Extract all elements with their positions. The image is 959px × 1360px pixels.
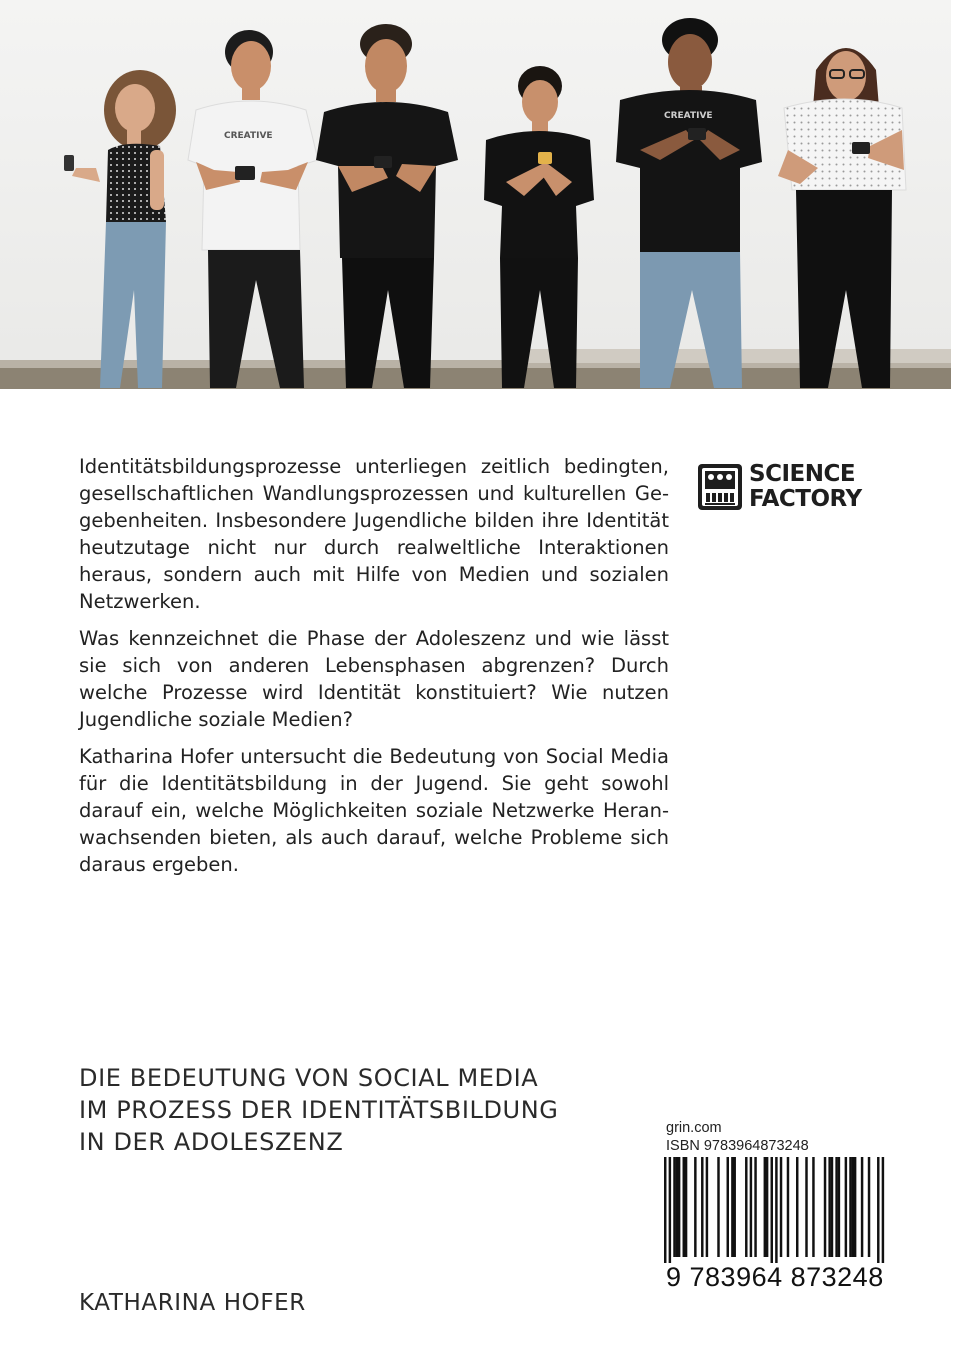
barcode-digits: 9 783964 873248	[666, 1262, 884, 1292]
barcode-bar	[764, 1157, 766, 1257]
isbn-barcode	[664, 1157, 894, 1263]
barcode-bar	[754, 1157, 756, 1257]
author-name: KATHARINA HOFER	[79, 1290, 306, 1316]
title-line-2: IM PROZESS DER IDENTITÄTSBILDUNG	[79, 1096, 559, 1124]
barcode-bar	[669, 1157, 671, 1263]
barcode-bar	[780, 1157, 782, 1257]
shirt-print-2: CREATIVE	[224, 131, 273, 141]
barcode-bar	[694, 1157, 696, 1257]
barcode-bar	[812, 1157, 814, 1257]
logo-line-2: FACTORY	[749, 486, 862, 512]
cover-photo-illustration	[0, 0, 951, 389]
barcode-bar	[796, 1157, 798, 1257]
science-factory-logo-icon	[697, 463, 743, 511]
publisher-website: grin.com	[666, 1120, 722, 1136]
book-title	[79, 1062, 558, 1158]
shirt-print-5: CREATIVE	[664, 111, 713, 121]
logo-line-1: SCIENCE	[749, 461, 856, 487]
barcode-bar	[706, 1157, 708, 1257]
barcode-bar	[845, 1157, 847, 1257]
barcode-bar	[828, 1157, 830, 1257]
title-line-3: IN DER ADOLESZENZ	[79, 1128, 344, 1156]
barcode-bar	[835, 1157, 837, 1257]
barcode-bar	[868, 1157, 870, 1257]
barcode-bar	[733, 1157, 735, 1257]
barcode-bar	[766, 1157, 768, 1257]
barcode-bar	[717, 1157, 719, 1257]
barcode-meta	[666, 1119, 809, 1155]
title-line-1: DIE BEDEUTUNG VON SOCIAL MEDIA	[79, 1064, 539, 1092]
isbn-label: ISBN 9783964873248	[666, 1138, 809, 1154]
barcode-bar	[727, 1157, 729, 1257]
barcode-bar	[854, 1157, 856, 1257]
barcode-bar	[678, 1157, 680, 1257]
barcode-bar	[664, 1157, 666, 1263]
barcode-bar	[877, 1157, 879, 1263]
barcode-bar	[787, 1157, 789, 1257]
barcode-bar	[861, 1157, 863, 1257]
barcode-bar	[731, 1157, 733, 1257]
barcode-bar	[849, 1157, 851, 1257]
barcode-bar	[673, 1157, 675, 1257]
publisher-logo	[697, 462, 867, 514]
barcode-bar	[771, 1157, 773, 1263]
barcode-bar	[676, 1157, 678, 1257]
barcode-bar	[701, 1157, 703, 1257]
blurb-paragraph-2: Was kennzeichnet die Phase der Adoleszenz und wie lässt sie sich von anderen Lebensphasen abgrenzen? Durch welche Prozesse wird Identität konstituiert? Wie nutzen Jugendliche soziale Medien?	[79, 627, 669, 731]
barcode-bar	[805, 1157, 807, 1257]
logo-wordmark	[749, 462, 862, 512]
back-cover-blurb	[79, 453, 669, 888]
barcode-bar	[824, 1157, 826, 1257]
barcode-bar	[831, 1157, 833, 1257]
cover-photo	[0, 0, 951, 389]
barcode-bar	[775, 1157, 777, 1263]
barcode-bar	[882, 1157, 884, 1263]
barcode-bar	[685, 1157, 687, 1257]
blurb-paragraph-3: Katharina Hofer untersucht die Bedeutung von Social Media für die Identitätsbildung in der Jugend. Sie geht sowohl darauf ein, welche Möglichkeiten soziale Netzwerke Heranwachsenden bieten, als auch darauf, welche Probleme sich daraus ergeben.	[79, 745, 669, 876]
barcode-bar	[683, 1157, 685, 1257]
barcode-bar	[745, 1157, 747, 1257]
barcode-bar	[750, 1157, 752, 1257]
blurb-paragraph-1: Identitätsbildungsprozesse unterliegen zeitlich bedingten, gesellschaftlichen Wandlungsprozessen und kulturellen Gegebenheiten. Insbesondere Jugendliche bilden ihre Identität heutzutage nicht nur durch realweltliche Interaktionen heraus, sondern auch mit Hilfe von Medien und sozialen Netzwerken.	[79, 455, 669, 613]
barcode-bar	[852, 1157, 854, 1257]
barcode-bar	[838, 1157, 840, 1257]
